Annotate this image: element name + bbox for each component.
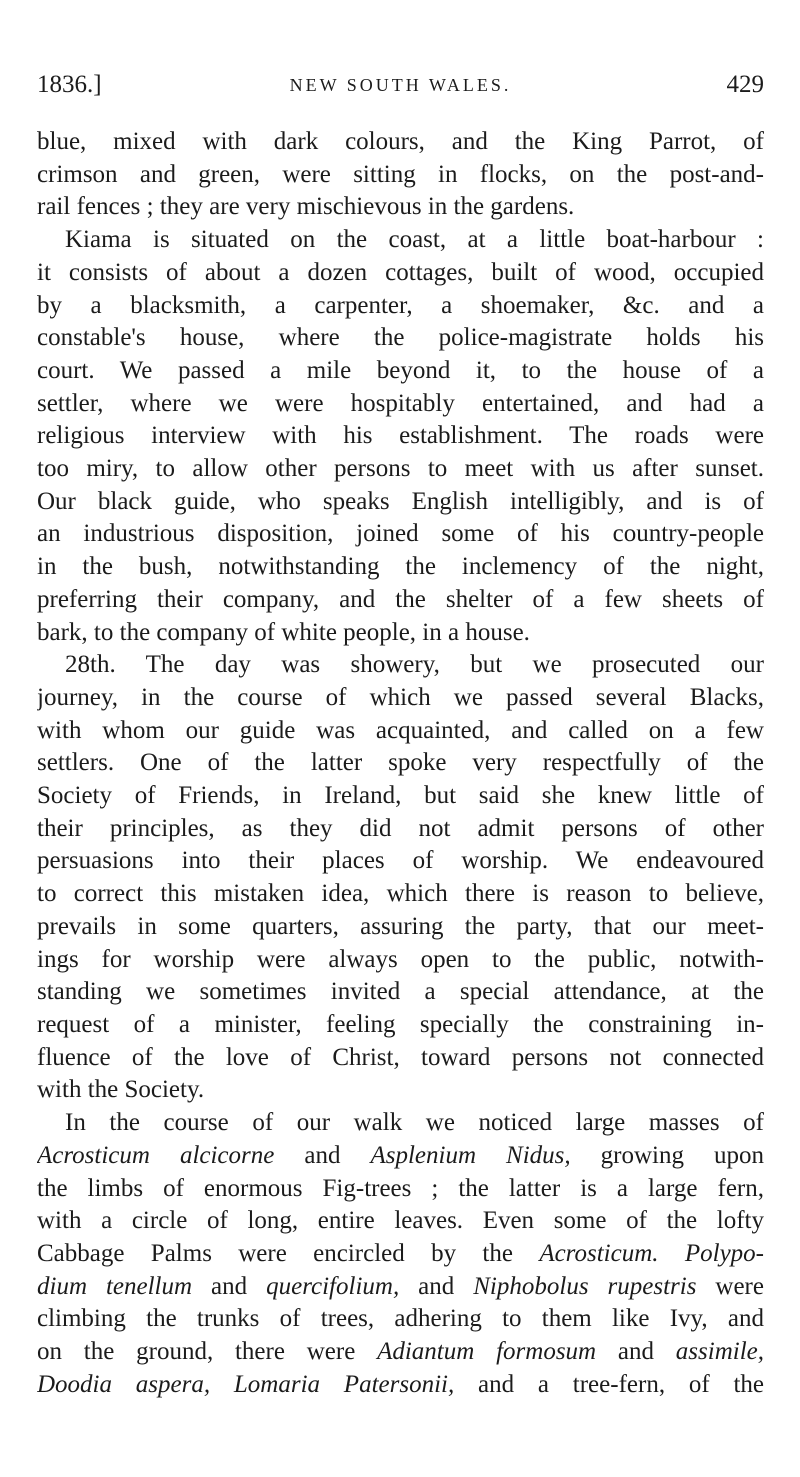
text-line bbox=[37, 682, 764, 715]
text-segment: prevails in some quarters, assuring the party, that our meet- bbox=[37, 912, 764, 940]
text-line bbox=[37, 747, 764, 780]
text-segment: in the bush, notwithstanding the inclemency of the night, bbox=[37, 553, 764, 581]
text-line bbox=[37, 1042, 764, 1075]
text-line bbox=[37, 845, 764, 878]
text-segment: were bbox=[696, 1272, 764, 1300]
text-line bbox=[37, 911, 764, 944]
text-line bbox=[37, 453, 764, 486]
text-segment: blue, mixed with dark colours, and the King Parrot, of bbox=[37, 128, 764, 155]
text-segment: settlers. One of the latter spoke very respectfully of the bbox=[37, 749, 764, 777]
text-line bbox=[37, 486, 764, 519]
text-line bbox=[37, 290, 764, 323]
text-segment: it consists of about a dozen cottages, built of wood, occupied bbox=[37, 258, 764, 286]
text-segment: too miry, to allow other persons to meet with us after sunset. bbox=[37, 455, 764, 483]
text-line bbox=[37, 518, 764, 551]
text-segment: by a blacksmith, a carpenter, a shoemaker, &c. and a bbox=[37, 291, 764, 319]
italic-text: Acrosticum alcicorne bbox=[37, 1141, 275, 1169]
running-head bbox=[37, 68, 764, 102]
text-segment: bark, to the company of white people, in a house. bbox=[37, 618, 530, 646]
text-line bbox=[37, 1140, 764, 1173]
italic-text: Polypo- bbox=[684, 1239, 764, 1267]
text-line bbox=[37, 159, 764, 192]
text-segment: Cabbage Palms were encircled by the bbox=[37, 1239, 540, 1267]
text-line bbox=[37, 617, 764, 650]
text-line bbox=[37, 944, 764, 977]
running-head-year: 1836.] bbox=[37, 71, 102, 98]
text-segment: request of a minister, feeling specially the constraining in- bbox=[37, 1010, 764, 1038]
text-segment: with the Society. bbox=[37, 1076, 205, 1104]
text-line bbox=[37, 126, 764, 159]
text-line bbox=[37, 715, 764, 748]
text-segment: climbing the trunks of trees, adhering to them like Ivy, and bbox=[37, 1305, 764, 1333]
text-segment: fluence of the love of Christ, toward persons not connected bbox=[37, 1043, 764, 1071]
text-line bbox=[37, 1303, 764, 1336]
italic-text: quercifolium, bbox=[266, 1272, 400, 1300]
italic-text: Asplenium Nidus, bbox=[370, 1141, 571, 1169]
running-head-title: NEW SOUTH WALES. bbox=[289, 75, 512, 95]
italic-text: Niphobolus rupestris bbox=[473, 1272, 697, 1300]
text-line bbox=[37, 257, 764, 290]
text-segment: growing upon bbox=[570, 1141, 764, 1169]
text-segment: persuasions into their places of worship. We endeavoured bbox=[37, 847, 764, 875]
text-line bbox=[37, 1074, 764, 1107]
text-line bbox=[37, 976, 764, 1009]
text-line bbox=[37, 1271, 764, 1304]
text-line bbox=[37, 1369, 764, 1402]
text-segment: religious interview with his establishment. The roads were bbox=[37, 422, 764, 450]
text-segment bbox=[659, 1240, 685, 1267]
text-segment: standing we sometimes invited a special attendance, at the bbox=[37, 978, 764, 1006]
text-segment: and a tree-fern, of the bbox=[454, 1370, 764, 1398]
text-segment: on the ground, there were bbox=[37, 1338, 378, 1366]
text-segment: crimson and green, were sitting in flocks, on the post-and- bbox=[37, 160, 764, 188]
italic-text: Lomaria Patersonii, bbox=[233, 1370, 455, 1398]
text-segment: with a circle of long, entire leaves. Even some of the lofty bbox=[37, 1207, 764, 1235]
text-segment: constable's house, where the police-magistrate holds his bbox=[37, 324, 764, 352]
page-number: 429 bbox=[726, 71, 764, 98]
text-segment: with whom our guide was acquainted, and called on a few bbox=[37, 716, 764, 744]
text-line bbox=[37, 1238, 764, 1271]
text-segment: settler, where we were hospitably entertained, and had a bbox=[37, 389, 764, 417]
text-segment: ings for worship were always open to the public, notwith- bbox=[37, 945, 764, 973]
italic-text: Doodia aspera, bbox=[37, 1370, 211, 1398]
text-line bbox=[37, 878, 764, 911]
text-segment: Kiama is situated on the coast, at a little boat-harbour : bbox=[65, 226, 764, 254]
italic-text: Acrosticum. bbox=[539, 1239, 659, 1267]
text-segment: and bbox=[192, 1272, 267, 1300]
text-line bbox=[37, 813, 764, 846]
text-line bbox=[37, 551, 764, 584]
text-segment: and bbox=[399, 1272, 474, 1300]
text-segment: Society of Friends, in Ireland, but said she knew little of bbox=[37, 782, 764, 810]
body-text bbox=[37, 126, 764, 1401]
text-segment bbox=[210, 1371, 234, 1398]
text-segment: rail fences ; they are very mischievous in the gardens. bbox=[37, 193, 575, 221]
text-line bbox=[37, 322, 764, 355]
text-segment: to correct this mistaken idea, which there is reason to believe, bbox=[37, 880, 764, 908]
text-segment: their principles, as they did not admit persons of other bbox=[37, 814, 764, 842]
text-segment: journey, in the course of which we passed several Blacks, bbox=[37, 683, 764, 711]
text-line bbox=[37, 420, 764, 453]
text-line bbox=[37, 1107, 764, 1140]
text-segment: preferring their company, and the shelter of a few sheets of bbox=[37, 585, 764, 613]
text-line bbox=[37, 1009, 764, 1042]
text-line bbox=[37, 224, 764, 257]
italic-text: assimile, bbox=[675, 1338, 764, 1366]
text-segment: 28th. The day was showery, but we prosecuted our bbox=[65, 651, 764, 679]
text-line bbox=[37, 780, 764, 813]
italic-text: Adiantum formosum bbox=[377, 1338, 597, 1366]
text-segment: court. We passed a mile beyond it, to the house of a bbox=[37, 356, 764, 384]
text-segment: and bbox=[596, 1338, 676, 1366]
text-line bbox=[37, 584, 764, 617]
text-line bbox=[37, 355, 764, 388]
text-line bbox=[37, 1173, 764, 1206]
text-line bbox=[37, 1336, 764, 1369]
italic-text: dium tenellum bbox=[37, 1272, 193, 1300]
text-segment: In the course of our walk we noticed large masses of bbox=[65, 1109, 764, 1137]
text-line bbox=[37, 649, 764, 682]
page bbox=[37, 68, 764, 1401]
text-segment: Our black guide, who speaks English intelligibly, and is of bbox=[37, 487, 764, 515]
text-segment: and bbox=[274, 1141, 371, 1169]
text-line bbox=[37, 1205, 764, 1238]
text-line bbox=[37, 191, 764, 224]
text-segment: the limbs of enormous Fig-trees ; the latter is a large fern, bbox=[37, 1174, 764, 1202]
text-line bbox=[37, 388, 764, 421]
text-segment: an industrious disposition, joined some of his country-people bbox=[37, 520, 764, 548]
